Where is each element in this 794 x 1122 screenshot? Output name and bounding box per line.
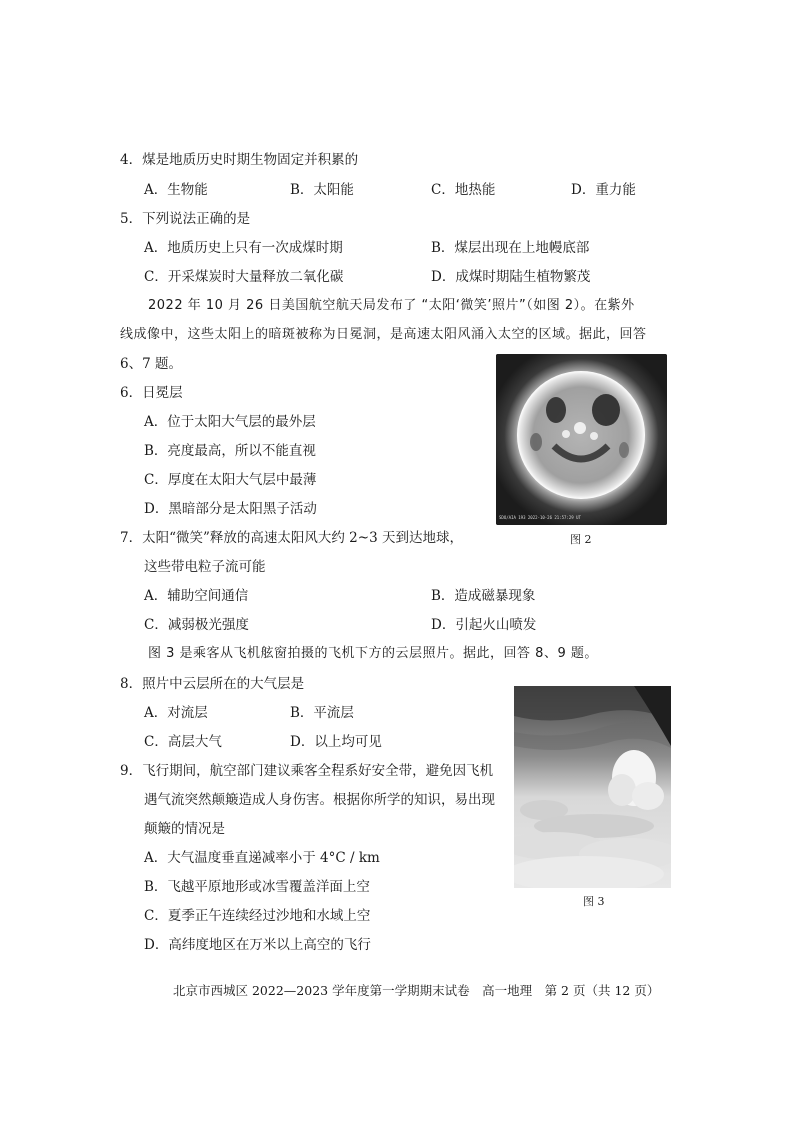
question-4-option-d: D．重力能 [571,182,636,198]
question-8-option-b: B．平流层 [290,705,354,721]
question-4-stem: 4．煤是地质历史时期生物固定并积累的 [120,152,359,168]
question-9-option-d: D．高纬度地区在万米以上高空的飞行 [144,937,371,953]
page-footer: 北京市西城区 2022—2023 学年度第一学期期末试卷 高一地理 第 2 页（共 12 页） [173,983,660,998]
figure-3-clouds-photo [514,686,671,888]
question-6-stem: 6．日冕层 [120,385,183,401]
question-8-option-a: A．对流层 [144,705,208,721]
figure-2-caption: 图 2 [570,533,592,546]
question-6-option-a: A．位于太阳大气层的最外层 [144,414,316,430]
question-7-option-c: C．减弱极光强度 [144,617,249,633]
figure-3-caption: 图 3 [583,895,605,908]
figure-2-timestamp: SDO/AIA 193 2022-10-26 21:57:29 UT [499,515,581,520]
question-7-stem: 7．太阳“微笑”释放的高速太阳风大约 2~3 天到达地球， [120,530,463,546]
question-8-option-d: D．以上均可见 [290,734,382,750]
sun-image [496,354,667,525]
clouds-image [514,686,671,888]
question-7-option-b: B．造成磁暴现象 [431,588,536,604]
question-9-stem-line-1: 9．飞行期间，航空部门建议乘客全程系好安全带，避免因飞机 [120,763,494,779]
question-9-option-a: A．大气温度垂直递减率小于 4°C / km [144,850,380,866]
question-5-option-c: C．开采煤炭时大量释放二氧化碳 [144,269,344,285]
question-6-option-b: B．亮度最高，所以不能直视 [144,443,316,459]
question-4-option-a: A．生物能 [144,182,208,198]
passage-1-line-2: 线成像中，这些太阳上的暗斑被称为日冕洞，是高速太阳风涌入太空的区域。据此，回答 [120,327,647,342]
question-7-option-d: D．引起火山喷发 [431,617,537,633]
question-4-option-c: C．地热能 [431,182,496,198]
question-5-option-d: D．成煤时期陆生植物繁茂 [431,269,591,285]
passage-1-line-3: 6、7 题。 [120,356,182,372]
question-8-stem: 8．照片中云层所在的大气层是 [120,676,305,692]
question-9-option-c: C．夏季正午连续经过沙地和水域上空 [144,908,371,924]
question-9-stem-line-2: 遇气流突然颠簸造成人身伤害。根据你所学的知识，易出现 [144,792,495,808]
question-5-option-b: B．煤层出现在上地幔底部 [431,240,590,256]
question-5-option-a: A．地质历史上只有一次成煤时期 [144,240,343,256]
passage-2: 图 3 是乘客从飞机舷窗拍摄的飞机下方的云层照片。据此，回答 8、9 题。 [148,646,598,661]
question-9-stem-line-3: 颠簸的情况是 [144,821,225,837]
question-7-stem-line-2: 这些带电粒子流可能 [144,559,266,575]
question-7-option-a: A．辅助空间通信 [144,588,249,604]
question-8-option-c: C．高层大气 [144,734,222,750]
question-6-option-c: C．厚度在太阳大气层中最薄 [144,472,317,488]
question-6-option-d: D．黑暗部分是太阳黑子活动 [144,501,317,517]
question-5-stem: 5．下列说法正确的是 [120,211,251,227]
question-9-option-b: B．飞越平原地形或冰雪覆盖洋面上空 [144,879,370,895]
figure-2-sun-photo [496,354,667,525]
question-4-option-b: B．太阳能 [290,182,354,198]
passage-1-line-1: 2022 年 10 月 26 日美国航空航天局发布了 “太阳‘微笑’照片”（如图 2）。在紫外 [148,298,635,313]
